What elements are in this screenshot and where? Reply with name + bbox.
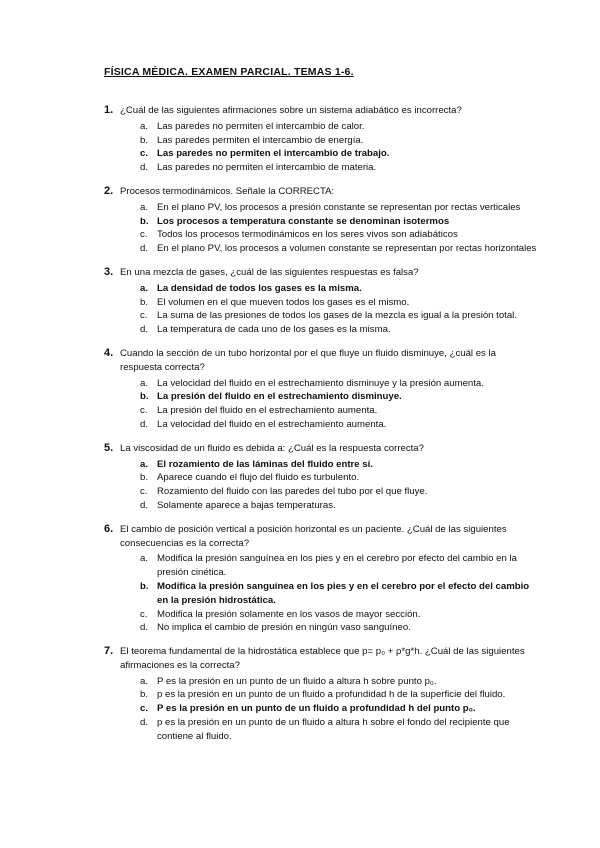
option-text: Rozamiento del fluido con las paredes del tubo por el que fluye.	[157, 486, 428, 498]
question-number: 2.	[104, 184, 114, 197]
option-letter: a.	[140, 282, 149, 294]
answer-option	[104, 309, 540, 323]
option-letter: c.	[140, 310, 148, 322]
option-letter: d.	[140, 622, 149, 634]
question-number: 1.	[104, 104, 114, 116]
answer-option	[104, 404, 540, 418]
question-number: 7.	[104, 645, 114, 658]
question-3	[104, 266, 540, 337]
question-number: 5.	[104, 441, 114, 454]
option-letter: c.	[140, 229, 148, 241]
answer-option	[104, 458, 540, 472]
option-letter: a.	[140, 675, 149, 687]
option-letter: a.	[140, 458, 149, 470]
option-text: La velocidad del fluido en el estrechamiento aumenta.	[157, 418, 387, 430]
answer-option	[104, 390, 540, 404]
option-text: Solamente aparece a bajas temperaturas.	[157, 499, 336, 511]
option-letter: c.	[140, 486, 148, 498]
option-letter: c.	[140, 703, 149, 715]
option-list	[104, 282, 540, 337]
question-text: La viscosidad de un fluido es debida a: ¿Cuál es la respuesta correcta?	[120, 442, 424, 454]
answer-option	[104, 485, 540, 499]
option-text: La presión del fluido en el estrechamiento aumenta.	[157, 405, 378, 417]
option-letter: a.	[140, 120, 149, 132]
question-text: Cuando la sección de un tubo horizontal por el que fluye un fluido disminuye, ¿cuál es la respuesta correcta?	[120, 347, 496, 373]
question-text: En una mezcla de gases, ¿cuál de las siguientes respuestas es falsa?	[120, 266, 419, 278]
answer-option	[104, 377, 540, 391]
answer-option	[104, 228, 540, 242]
option-text: El volumen en el que mueven todos los gases es el mismo.	[157, 296, 410, 308]
option-text: p es la presión en un punto de un fluido a altura h sobre el fondo del recipiente que contiene al fluido.	[157, 717, 510, 742]
question-list	[104, 104, 540, 744]
answer-option	[104, 552, 540, 580]
option-letter: d.	[140, 717, 149, 729]
question-2	[104, 185, 540, 256]
option-list	[104, 201, 540, 256]
option-text: Aparece cuando el flujo del fluido es turbulento.	[157, 472, 360, 484]
answer-option	[104, 716, 540, 744]
question-6	[104, 523, 540, 635]
option-text: Las paredes no permiten el intercambio de materia.	[157, 162, 377, 174]
question-text: El cambio de posición vertical a posición horizontal es un paciente. ¿Cuál de las siguientes consecuencias es la correcta?	[120, 523, 507, 549]
option-letter: c.	[140, 608, 148, 620]
option-text: Las paredes no permiten el intercambio de calor.	[157, 120, 365, 132]
option-list	[104, 552, 540, 635]
option-text: Las paredes no permiten el intercambio de trabajo.	[157, 148, 390, 160]
option-text: La temperatura de cada uno de los gases es la misma.	[157, 324, 391, 336]
option-text: Todos los procesos termodinámicos en los seres vivos son adiabáticos	[157, 229, 458, 241]
question-4	[104, 347, 540, 432]
answer-option	[104, 161, 540, 175]
answer-option	[104, 120, 540, 134]
option-letter: c.	[140, 148, 149, 160]
question-text: El teorema fundamental de la hidrostática establece que p= p₀ + ρ*g*h. ¿Cuál de las siguientes afirmaciones es la correcta?	[120, 646, 525, 671]
answer-option	[104, 215, 540, 229]
question-5	[104, 442, 540, 513]
option-letter: b.	[140, 296, 149, 308]
option-text: La presión del fluido en el estrechamiento disminuye.	[157, 391, 402, 403]
option-letter: b.	[140, 472, 149, 484]
question-text: ¿Cuál de las siguientes afirmaciones sobre un sistema adiabático es incorrecta?	[120, 105, 462, 116]
option-text: El rozamiento de las láminas del fluido entre sí.	[157, 458, 373, 470]
option-letter: a.	[140, 553, 149, 565]
option-text: Modifica la presión sanguínea en los pies y en el cerebro por el efecto del cambio en la presión hidrostática.	[157, 580, 530, 606]
option-text: P es la presión en un punto de un fluido a altura h sobre punto p₀.	[157, 675, 437, 687]
question-number: 6.	[104, 522, 114, 535]
answer-option	[104, 621, 540, 635]
option-letter: d.	[140, 243, 149, 255]
option-list	[104, 675, 540, 744]
answer-option	[104, 296, 540, 310]
exam-title: FÍSICA MÉDICA. EXAMEN PARCIAL. TEMAS 1-6.	[104, 66, 354, 78]
answer-option	[104, 134, 540, 148]
option-list	[104, 120, 540, 175]
option-text: Modifica la presión solamente en los vasos de mayor sección.	[157, 608, 421, 620]
option-text: Modifica la presión sanguínea en los pies y en el cerebro por efecto del cambio en la presión cinética.	[157, 553, 517, 579]
option-letter: d.	[140, 418, 149, 430]
answer-option	[104, 675, 540, 689]
option-text: Los procesos a temperatura constante se denominan isotermos	[157, 215, 450, 227]
option-letter: b.	[140, 215, 149, 227]
answer-option	[104, 147, 540, 161]
question-text: Procesos termodinámicos. Señale la CORRECTA:	[120, 185, 335, 197]
option-letter: a.	[140, 201, 149, 213]
option-text: No implica el cambio de presión en ningún vaso sanguíneo.	[157, 622, 411, 634]
answer-option	[104, 201, 540, 215]
option-list	[104, 377, 540, 432]
option-list	[104, 458, 540, 513]
answer-option	[104, 282, 540, 296]
option-letter: b.	[140, 134, 149, 146]
option-letter: c.	[140, 405, 148, 417]
answer-option	[104, 323, 540, 337]
option-text: La densidad de todos los gases es la misma.	[157, 282, 362, 294]
answer-option	[104, 471, 540, 485]
option-text: P es la presión en un punto de un fluido a profundidad h del punto p₀.	[157, 703, 476, 715]
option-letter: d.	[140, 162, 149, 174]
answer-option	[104, 418, 540, 432]
question-number: 3.	[104, 265, 114, 278]
question-7	[104, 645, 540, 744]
answer-option	[104, 702, 540, 716]
answer-option	[104, 688, 540, 702]
question-number: 4.	[104, 346, 114, 359]
answer-option	[104, 580, 540, 608]
option-letter: d.	[140, 324, 149, 336]
answer-option	[104, 242, 540, 256]
option-letter: a.	[140, 377, 149, 389]
answer-option	[104, 499, 540, 513]
option-text: p es la presión en un punto de un fluido a profundidad h de la superficie del fluido.	[157, 689, 506, 701]
option-text: En el plano PV, los procesos a volumen constante se representan por rectas horizontales	[157, 243, 537, 255]
option-letter: b.	[140, 580, 149, 592]
option-text: La suma de las presiones de todos los gases de la mezcla es igual a la presión total.	[157, 310, 517, 322]
option-text: En el plano PV, los procesos a presión constante se representan por rectas verticales	[157, 201, 521, 213]
question-1	[104, 104, 540, 175]
option-letter: b.	[140, 391, 149, 403]
answer-option	[104, 608, 540, 622]
option-text: La velocidad del fluido en el estrechamiento disminuye y la presión aumenta.	[157, 377, 484, 389]
option-letter: d.	[140, 499, 149, 511]
option-text: Las paredes permiten el intercambio de energía.	[157, 134, 364, 146]
option-letter: b.	[140, 689, 149, 701]
